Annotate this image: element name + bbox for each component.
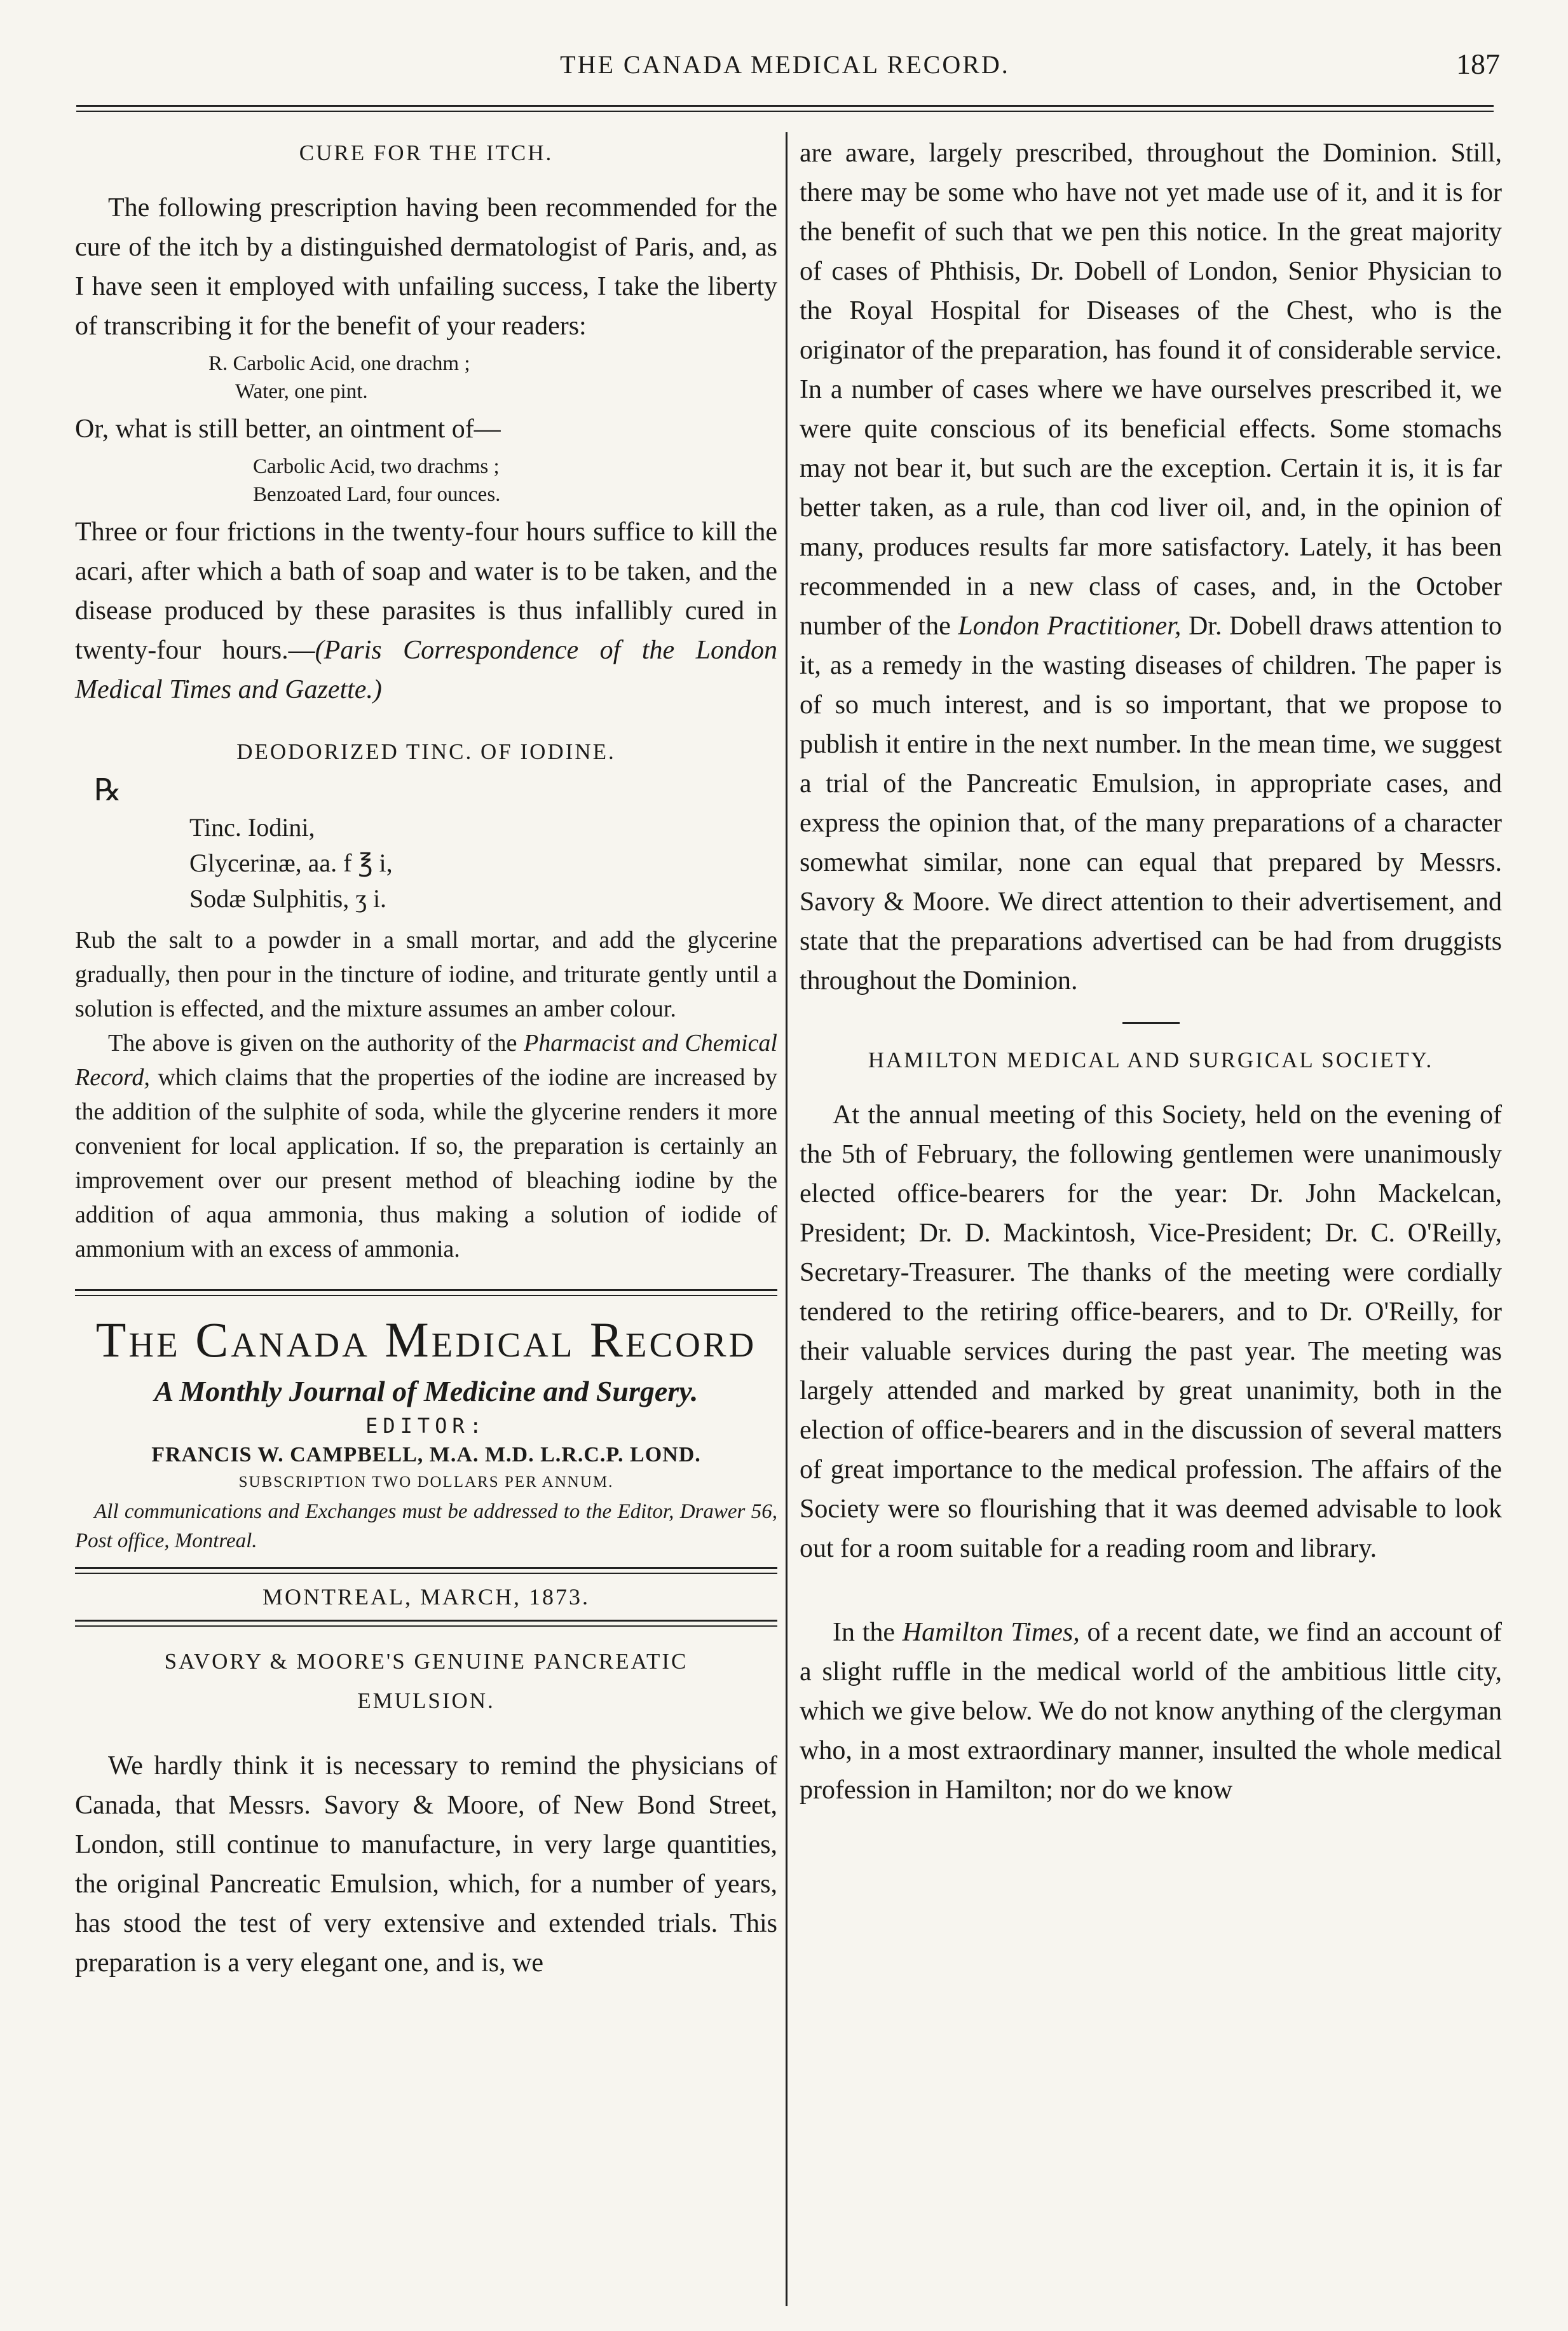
iodine-para-2-b: which claims that the properties of the iodine are increased by the addition of the sulphite of soda, while the glycerine renders it more convenient for local application. If so, the preparation is certainly an improvement over our present method of bleaching iodine by the addition of aqua ammonia, thus making a solution of iodide of ammonium with an excess of ammonia. xyxy=(75,1064,777,1262)
itch-or-line: Or, what is still better, an ointment of— xyxy=(75,414,501,444)
masthead-subtitle: A Monthly Journal of Medicine and Surgery. xyxy=(154,1375,699,1407)
times-paper: Hamilton Times, xyxy=(902,1618,1080,1647)
iodine-line-3: Sodæ Sulphitis, ʒ i. xyxy=(189,884,387,913)
masthead-title: The Canada Medical Record xyxy=(95,1312,757,1367)
iodine-prescription xyxy=(164,810,777,917)
masthead-rule-top xyxy=(75,1289,777,1291)
iodine-line-2: Glycerinæ, aa. f ℥ i, xyxy=(189,849,393,877)
masthead-rule-mid-thin xyxy=(75,1573,777,1574)
savory-continued-journal: London Practitioner, xyxy=(958,612,1182,641)
rx1-line-2: Water, one pint. xyxy=(235,380,368,403)
savory-heading-line-1: SAVORY & MOORE'S GENUINE PANCREATIC xyxy=(164,1649,688,1674)
savory-continued-b: Dr. Dobell draws attention to it, as a remedy in the wasting diseases of children. The paper is of so much interest, and is so important, that we propose to publish it entire in the next number. In the mean time, we suggest a trial of the Pancreatic Emulsion, in appropriate cases, and express the opinion that, of the many preparations of a character somewhat similar, none can equal that prepared by Messrs. Savory & Moore. We direct attention to their advertisement, and state that the preparations advertised can be had from druggists throughout the Dominion. xyxy=(800,612,1502,995)
iodine-line-1: Tinc. Iodini, xyxy=(189,813,315,842)
masthead-editor-label: EDITOR: xyxy=(365,1414,487,1438)
itch-heading: CURE FOR THE ITCH. xyxy=(299,140,554,165)
times-body xyxy=(800,1613,1502,1810)
header-rule xyxy=(76,105,1494,107)
savory-heading-line-2: EMULSION. xyxy=(357,1688,495,1713)
hamilton-heading: HAMILTON MEDICAL AND SURGICAL SOCIETY. xyxy=(868,1048,1434,1072)
left-column xyxy=(75,133,777,1983)
iodine-para-2-source: Pharmacist and Chemical Record, xyxy=(75,1030,777,1091)
masthead-subscription: SUBSCRIPTION TWO DOLLARS PER ANNUM. xyxy=(238,1473,614,1491)
running-title: THE CANADA MEDICAL RECORD. xyxy=(560,50,1010,79)
itch-prescription-2 xyxy=(253,453,777,509)
dateline: MONTREAL, MARCH, 1873. xyxy=(262,1584,590,1610)
column-divider xyxy=(786,132,787,2306)
itch-intro: The following prescription having been recommended for the cure of the itch by a distinguished dermatologist of Paris, and, as I have seen it employed with unfailing success, I take the liberty of transcribing it for the benefit of your readers: xyxy=(75,193,777,341)
masthead-rule-bottom xyxy=(75,1620,777,1622)
section-divider xyxy=(1122,1022,1180,1024)
iodine-para-2 xyxy=(75,1026,777,1266)
rx2-line-2: Benzoated Lard, four ounces. xyxy=(253,483,501,506)
recipe-symbol: ℞ xyxy=(94,774,122,807)
times-body-a: In the xyxy=(833,1618,903,1647)
running-header xyxy=(70,50,1500,88)
itch-prescription-1 xyxy=(208,350,777,406)
hamilton-body: At the annual meeting of this Society, held on the evening of the 5th of February, the following gentlemen were unanimously elected office-bearers for the year: Dr. John Mackelcan, President; Dr. D. Mackintosh, Vice-President; Dr. C. O'Reilly, Secretary-Treasurer. The thanks of the meeting were cordially tendered to the retiring office-bearers, and to Dr. O'Reilly, for their valuable services during the past year. The meeting was largely attended and marked by great unanimity, both in the election of office-bearers and in the discussion of several matters of great importance to the medical profession. The affairs of the Society were so flourishing that it was deemed advisable to look out for a room suitable for a reading room and library. xyxy=(800,1100,1502,1563)
savory-body: We hardly think it is necessary to remind the physicians of Canada, that Messrs. Savory & Moore, of New Bond Street, London, still continue to manufacture, in very large quantities, the original Pancreatic Emulsion, which, for a number of years, has stood the test of very extensive and extended trials. This preparation is a very elegant one, and is, we xyxy=(75,1751,777,1978)
iodine-para-1: Rub the salt to a powder in a small mortar, and add the glycerine gradually, then pour in the tincture of iodine, and triturate gently until a solution is effected, and the mixture assumes an amber colour. xyxy=(75,927,777,1022)
iodine-para-2-a: The above is given on the authority of the xyxy=(108,1030,524,1056)
rx1-line-1: R. Carbolic Acid, one drachm ; xyxy=(208,352,470,375)
header-rule-thin xyxy=(76,111,1494,112)
masthead-rule-top-thin xyxy=(75,1295,777,1296)
savory-continued xyxy=(800,133,1502,1001)
rx2-line-1: Carbolic Acid, two drachms ; xyxy=(253,455,500,478)
savory-continued-a: are aware, largely prescribed, throughout the Dominion. Still, there may be some who have not yet made use of it, and it is for the benefit of such that we pen this notice. In the great majority of cases of Phthisis, Dr. Dobell of London, Senior Physician to the Royal Hospital for Diseases of the Chest, who is the originator of the preparation, has found it of considerable service. In a number of cases where we have ourselves prescribed it, we were quite conscious of its beneficial effects. Some stomachs may not bear it, but such are the exception. Certain it is, it is far better taken, as a rule, than cod liver oil, and, in the opinion of many, produces results far more satisfactory. Lately, it has been recommended in a new class of cases, and, in the October number of the xyxy=(800,139,1502,641)
masthead-rule-mid xyxy=(75,1567,777,1569)
page-number: 187 xyxy=(1456,48,1500,80)
masthead-note: All communications and Exchanges must be addressed to the Editor, Drawer 56, Post office, Montreal. xyxy=(75,1500,777,1552)
itch-source: (Paris Correspondence of the London Medical Times and Gazette.) xyxy=(75,636,777,704)
times-body-b: of a recent date, we find an account of a slight ruffle in the medical world of the ambitious little city, which we give below. We do not know anything of the clergyman who, in a most extraordinary manner, insulted the whole medical profession in Hamilton; nor do we know xyxy=(800,1618,1502,1805)
right-column xyxy=(800,133,1502,1810)
itch-body-text: Three or four frictions in the twenty-four hours suffice to kill the acari, after which a bath of soap and water is to be taken, and the disease produced by these parasites is thus infallibly cured in twenty-four hours.— xyxy=(75,517,777,665)
iodine-heading: DEODORIZED TINC. OF IODINE. xyxy=(236,739,616,764)
masthead-editor: FRANCIS W. CAMPBELL, M.A. M.D. L.R.C.P. LOND. xyxy=(151,1443,701,1466)
itch-body xyxy=(75,512,777,709)
